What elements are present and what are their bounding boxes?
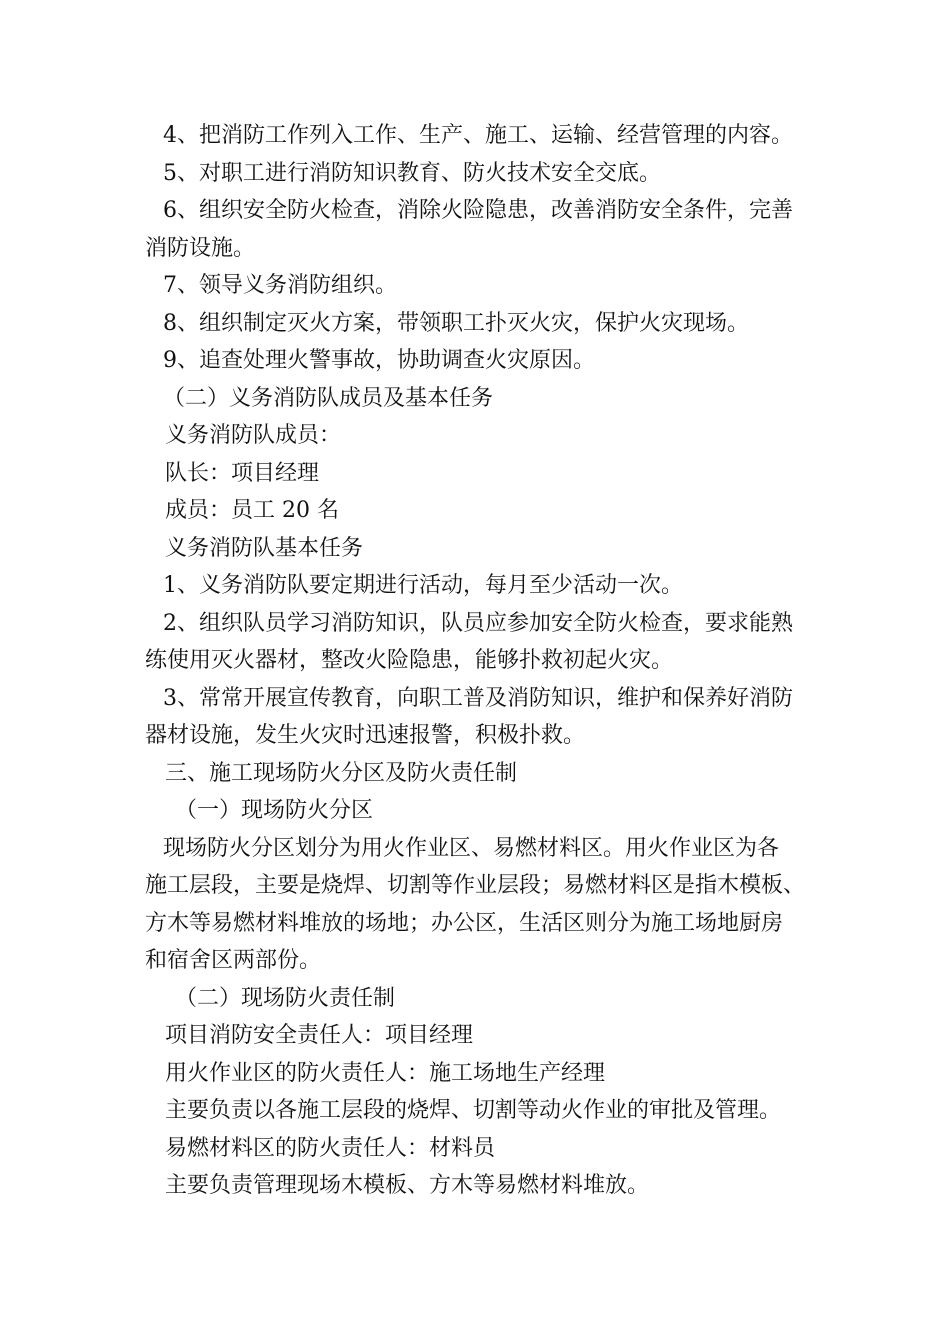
list-item-continuation: 器材设施，发生火灾时迅速报警，积极扑救。 bbox=[145, 723, 586, 748]
paragraph: 项目消防安全责任人：项目经理 bbox=[165, 1023, 474, 1048]
paragraph: 现场防火分区划分为用火作业区、易燃材料区。用火作业区为各 bbox=[163, 835, 780, 861]
list-item-continuation: 消防设施。 bbox=[145, 235, 256, 261]
paragraph-continuation: 施工层段，主要是烧焊、切割等作业层段；易燃材料区是指木模板、 bbox=[145, 873, 806, 898]
list-item: 1、义务消防队要定期进行活动，每月至少活动一次。 bbox=[163, 573, 683, 598]
paragraph: 主要负责以各施工层段的烧焊、切割等动火作业的审批及管理。 bbox=[165, 1098, 782, 1123]
paragraph: 易燃材料区的防火责任人：材料员 bbox=[165, 1135, 496, 1161]
paragraph: 用火作业区的防火责任人：施工场地生产经理 bbox=[165, 1060, 606, 1086]
list-item: 2、组织队员学习消防知识，队员应参加安全防火检查，要求能熟 bbox=[163, 610, 793, 636]
paragraph: 成员：员工 20 名 bbox=[165, 498, 339, 523]
list-item: 6、组织安全防火检查，消除火险隐患，改善消防安全条件，完善 bbox=[163, 198, 793, 223]
section-heading: （二）义务消防队成员及基本任务 bbox=[163, 385, 494, 411]
list-item: 5、对职工进行消防知识教育、防火技术安全交底。 bbox=[163, 160, 661, 186]
list-item: 7、领导义务消防组织。 bbox=[163, 273, 397, 298]
paragraph: 主要负责管理现场木模板、方木等易燃材料堆放。 bbox=[165, 1173, 650, 1198]
list-item-continuation: 练使用灭火器材，整改火险隐患，能够扑救初起火灾。 bbox=[145, 648, 674, 673]
list-item: 8、组织制定灭火方案，带领职工扑灭火灾，保护火灾现场。 bbox=[163, 310, 749, 336]
paragraph: 义务消防队成员： bbox=[165, 423, 342, 448]
list-item: 9、追查处理火警事故，协助调查火灾原因。 bbox=[163, 348, 595, 373]
section-heading: 三、施工现场防火分区及防火责任制 bbox=[165, 760, 518, 786]
list-item: 4、把消防工作列入工作、生产、施工、运输、经营管理的内容。 bbox=[163, 123, 793, 148]
section-heading: （一）现场防火分区 bbox=[175, 798, 374, 823]
paragraph: 义务消防队基本任务 bbox=[165, 535, 364, 561]
document-body bbox=[145, 117, 815, 1205]
paragraph: 队长：项目经理 bbox=[165, 460, 320, 486]
paragraph-continuation: 方木等易燃材料堆放的场地；办公区，生活区则分为施工场地厨房 bbox=[145, 910, 784, 936]
section-heading: （二）现场防火责任制 bbox=[175, 985, 396, 1011]
paragraph-continuation: 和宿舍区两部份。 bbox=[145, 948, 322, 973]
list-item: 3、常常开展宣传教育，向职工普及消防知识，维护和保养好消防 bbox=[163, 685, 793, 711]
